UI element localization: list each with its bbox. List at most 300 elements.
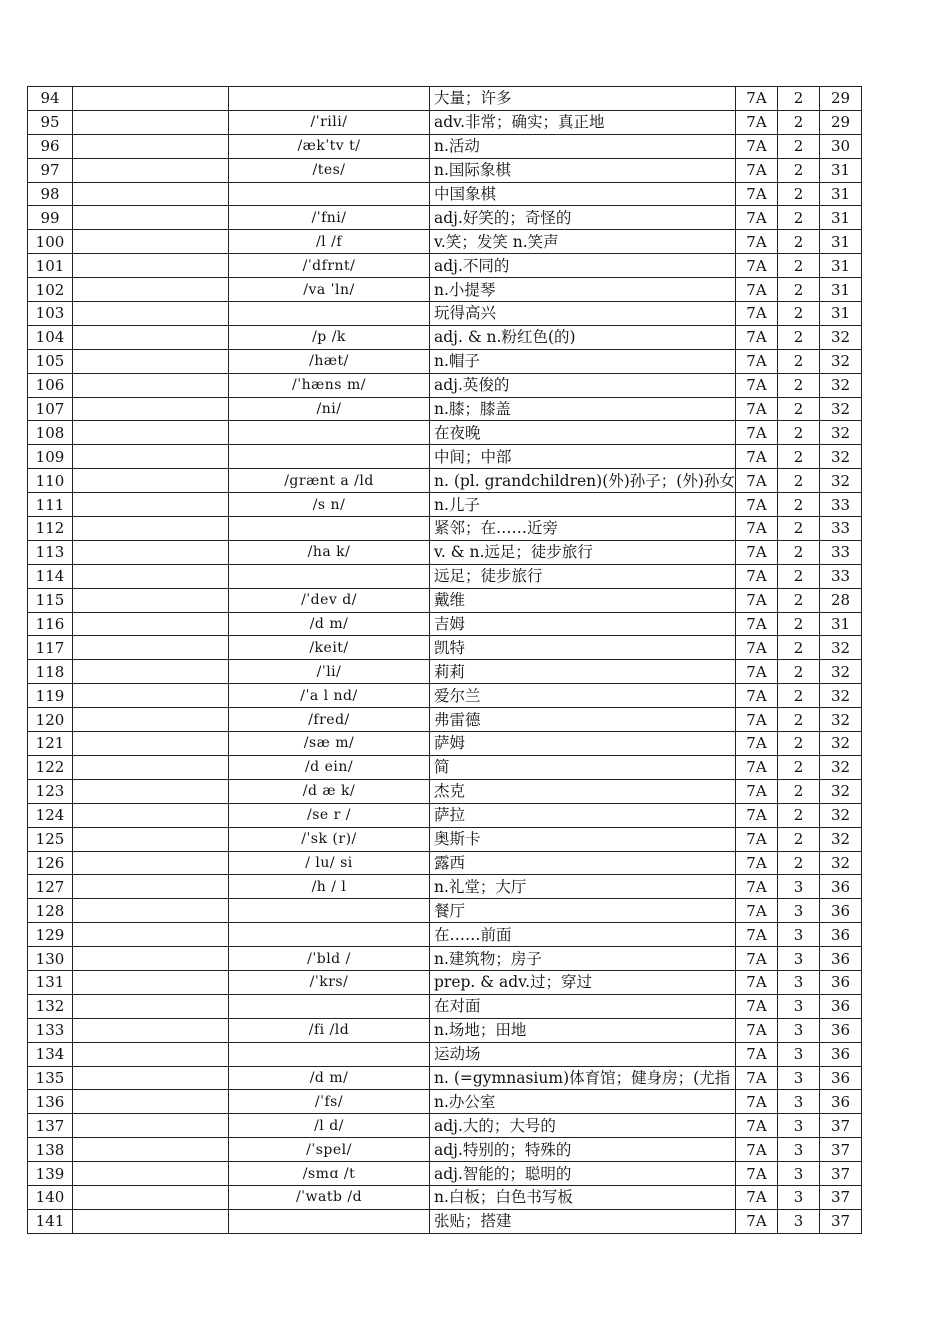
page-cell: 32	[820, 708, 862, 732]
meaning-cell: 张贴；搭建	[430, 1209, 736, 1233]
phonetic-cell: /tes/	[229, 158, 430, 182]
row-number: 121	[28, 732, 73, 756]
page-cell: 36	[820, 1042, 862, 1066]
meaning-cell: n.礼堂；大厅	[430, 875, 736, 899]
book-cell: 7A	[736, 1162, 778, 1186]
row-number: 104	[28, 325, 73, 349]
row-number: 100	[28, 230, 73, 254]
unit-cell: 2	[778, 230, 820, 254]
word-cell	[73, 325, 229, 349]
phonetic-cell: /d æ k/	[229, 779, 430, 803]
table-row	[28, 970, 862, 994]
row-number: 132	[28, 994, 73, 1018]
phonetic-cell	[229, 182, 430, 206]
word-cell	[73, 517, 229, 541]
meaning-cell: n. (=gymnasium)体育馆；健身房；(尤指	[430, 1066, 736, 1090]
phonetic-cell: /keit/	[229, 636, 430, 660]
page-cell: 33	[820, 493, 862, 517]
row-number: 118	[28, 660, 73, 684]
book-cell: 7A	[736, 851, 778, 875]
word-cell	[73, 158, 229, 182]
table-row	[28, 349, 862, 373]
phonetic-cell	[229, 1209, 430, 1233]
book-cell: 7A	[736, 1066, 778, 1090]
table-row	[28, 540, 862, 564]
page-cell: 31	[820, 182, 862, 206]
meaning-cell: n. (pl. grandchildren)(外)孙子；(外)孙女	[430, 469, 736, 493]
row-number: 117	[28, 636, 73, 660]
word-cell	[73, 373, 229, 397]
table-row	[28, 827, 862, 851]
meaning-cell: 露西	[430, 851, 736, 875]
table-row	[28, 684, 862, 708]
unit-cell: 2	[778, 803, 820, 827]
book-cell: 7A	[736, 230, 778, 254]
unit-cell: 2	[778, 87, 820, 111]
table-row	[28, 636, 862, 660]
unit-cell: 2	[778, 254, 820, 278]
word-cell	[73, 875, 229, 899]
meaning-cell: 凯特	[430, 636, 736, 660]
page-cell: 36	[820, 875, 862, 899]
unit-cell: 2	[778, 445, 820, 469]
phonetic-cell: /ˈhæns m/	[229, 373, 430, 397]
page-cell: 36	[820, 947, 862, 971]
phonetic-cell: /ˈa l nd/	[229, 684, 430, 708]
meaning-cell: n.建筑物；房子	[430, 947, 736, 971]
unit-cell: 2	[778, 660, 820, 684]
word-cell	[73, 254, 229, 278]
unit-cell: 2	[778, 302, 820, 326]
meaning-cell: 在对面	[430, 994, 736, 1018]
unit-cell: 2	[778, 134, 820, 158]
phonetic-cell: / lu/ si	[229, 851, 430, 875]
page-cell: 32	[820, 397, 862, 421]
phonetic-cell: /grænt a /ld	[229, 469, 430, 493]
page-cell: 36	[820, 899, 862, 923]
table-row	[28, 230, 862, 254]
phonetic-cell	[229, 517, 430, 541]
phonetic-cell: /ækˈtv t/	[229, 134, 430, 158]
book-cell: 7A	[736, 708, 778, 732]
page-cell: 31	[820, 254, 862, 278]
word-cell	[73, 1114, 229, 1138]
table-row	[28, 779, 862, 803]
phonetic-cell: /ˈfni/	[229, 206, 430, 230]
row-number: 94	[28, 87, 73, 111]
book-cell: 7A	[736, 588, 778, 612]
phonetic-cell: /h / l	[229, 875, 430, 899]
phonetic-cell: /ha k/	[229, 540, 430, 564]
book-cell: 7A	[736, 947, 778, 971]
meaning-cell: n.帽子	[430, 349, 736, 373]
phonetic-cell	[229, 899, 430, 923]
word-cell	[73, 1185, 229, 1209]
phonetic-cell: /ˈspel/	[229, 1138, 430, 1162]
meaning-cell: adj.特别的；特殊的	[430, 1138, 736, 1162]
meaning-cell: adj. & n.粉红色(的)	[430, 325, 736, 349]
page-cell: 36	[820, 970, 862, 994]
book-cell: 7A	[736, 923, 778, 947]
unit-cell: 3	[778, 1042, 820, 1066]
unit-cell: 2	[778, 517, 820, 541]
unit-cell: 3	[778, 1209, 820, 1233]
unit-cell: 3	[778, 1185, 820, 1209]
book-cell: 7A	[736, 779, 778, 803]
book-cell: 7A	[736, 517, 778, 541]
book-cell: 7A	[736, 87, 778, 111]
book-cell: 7A	[736, 493, 778, 517]
row-number: 112	[28, 517, 73, 541]
word-cell	[73, 1090, 229, 1114]
meaning-cell: n.办公室	[430, 1090, 736, 1114]
word-cell	[73, 278, 229, 302]
book-cell: 7A	[736, 302, 778, 326]
word-cell	[73, 684, 229, 708]
page-cell: 32	[820, 636, 862, 660]
phonetic-cell	[229, 445, 430, 469]
phonetic-cell: /sæ m/	[229, 732, 430, 756]
word-cell	[73, 947, 229, 971]
row-number: 130	[28, 947, 73, 971]
page-cell: 29	[820, 110, 862, 134]
meaning-cell: 玩得高兴	[430, 302, 736, 326]
row-number: 101	[28, 254, 73, 278]
page-cell: 32	[820, 421, 862, 445]
page-cell: 36	[820, 994, 862, 1018]
unit-cell: 2	[778, 325, 820, 349]
table-row	[28, 182, 862, 206]
word-cell	[73, 1066, 229, 1090]
word-cell	[73, 660, 229, 684]
row-number: 116	[28, 612, 73, 636]
word-cell	[73, 134, 229, 158]
unit-cell: 2	[778, 469, 820, 493]
page-cell: 29	[820, 87, 862, 111]
unit-cell: 3	[778, 875, 820, 899]
book-cell: 7A	[736, 206, 778, 230]
phonetic-cell: /d ein/	[229, 755, 430, 779]
page-cell: 32	[820, 851, 862, 875]
unit-cell: 3	[778, 947, 820, 971]
table-row	[28, 588, 862, 612]
book-cell: 7A	[736, 660, 778, 684]
word-cell	[73, 636, 229, 660]
meaning-cell: n.场地；田地	[430, 1018, 736, 1042]
page-cell: 37	[820, 1209, 862, 1233]
unit-cell: 2	[778, 421, 820, 445]
word-cell	[73, 493, 229, 517]
word-cell	[73, 827, 229, 851]
page-cell: 31	[820, 230, 862, 254]
table-row	[28, 325, 862, 349]
table-row	[28, 994, 862, 1018]
book-cell: 7A	[736, 110, 778, 134]
unit-cell: 2	[778, 493, 820, 517]
book-cell: 7A	[736, 994, 778, 1018]
table-row	[28, 612, 862, 636]
page-cell: 31	[820, 302, 862, 326]
row-number: 107	[28, 397, 73, 421]
book-cell: 7A	[736, 612, 778, 636]
meaning-cell: 紧邻；在……近旁	[430, 517, 736, 541]
row-number: 103	[28, 302, 73, 326]
book-cell: 7A	[736, 970, 778, 994]
unit-cell: 2	[778, 397, 820, 421]
row-number: 127	[28, 875, 73, 899]
page-cell: 32	[820, 445, 862, 469]
row-number: 114	[28, 564, 73, 588]
unit-cell: 3	[778, 970, 820, 994]
phonetic-cell	[229, 994, 430, 1018]
table-row	[28, 875, 862, 899]
row-number: 137	[28, 1114, 73, 1138]
word-cell	[73, 349, 229, 373]
meaning-cell: 萨姆	[430, 732, 736, 756]
row-number: 113	[28, 540, 73, 564]
row-number: 135	[28, 1066, 73, 1090]
page-cell: 36	[820, 1066, 862, 1090]
word-cell	[73, 445, 229, 469]
table-row	[28, 110, 862, 134]
unit-cell: 2	[778, 612, 820, 636]
unit-cell: 2	[778, 636, 820, 660]
page-cell: 37	[820, 1114, 862, 1138]
phonetic-cell: /ˈdev d/	[229, 588, 430, 612]
page-cell: 32	[820, 684, 862, 708]
meaning-cell: 奥斯卡	[430, 827, 736, 851]
book-cell: 7A	[736, 1209, 778, 1233]
meaning-cell: 大量；许多	[430, 87, 736, 111]
book-cell: 7A	[736, 755, 778, 779]
row-number: 120	[28, 708, 73, 732]
unit-cell: 3	[778, 994, 820, 1018]
book-cell: 7A	[736, 134, 778, 158]
page-cell: 37	[820, 1138, 862, 1162]
page-cell: 31	[820, 206, 862, 230]
vocabulary-sheet	[27, 86, 862, 1234]
book-cell: 7A	[736, 540, 778, 564]
row-number: 108	[28, 421, 73, 445]
table-row	[28, 1090, 862, 1114]
book-cell: 7A	[736, 421, 778, 445]
unit-cell: 2	[778, 110, 820, 134]
table-row	[28, 421, 862, 445]
page-cell: 32	[820, 325, 862, 349]
word-cell	[73, 206, 229, 230]
phonetic-cell: /ˈkrs/	[229, 970, 430, 994]
unit-cell: 2	[778, 278, 820, 302]
book-cell: 7A	[736, 325, 778, 349]
book-cell: 7A	[736, 254, 778, 278]
phonetic-cell	[229, 421, 430, 445]
unit-cell: 2	[778, 540, 820, 564]
word-cell	[73, 708, 229, 732]
row-number: 95	[28, 110, 73, 134]
row-number: 129	[28, 923, 73, 947]
phonetic-cell: /va ˈln/	[229, 278, 430, 302]
meaning-cell: 中间；中部	[430, 445, 736, 469]
page-cell: 31	[820, 612, 862, 636]
word-cell	[73, 612, 229, 636]
unit-cell: 2	[778, 206, 820, 230]
book-cell: 7A	[736, 1090, 778, 1114]
unit-cell: 2	[778, 827, 820, 851]
book-cell: 7A	[736, 373, 778, 397]
unit-cell: 2	[778, 588, 820, 612]
book-cell: 7A	[736, 158, 778, 182]
word-cell	[73, 779, 229, 803]
table-row	[28, 302, 862, 326]
table-row	[28, 851, 862, 875]
page-cell: 32	[820, 803, 862, 827]
row-number: 141	[28, 1209, 73, 1233]
table-row	[28, 397, 862, 421]
book-cell: 7A	[736, 397, 778, 421]
book-cell: 7A	[736, 1042, 778, 1066]
word-cell	[73, 110, 229, 134]
phonetic-cell: /d m/	[229, 612, 430, 636]
row-number: 110	[28, 469, 73, 493]
book-cell: 7A	[736, 349, 778, 373]
vocabulary-rows	[28, 87, 862, 1234]
table-row	[28, 134, 862, 158]
unit-cell: 3	[778, 1090, 820, 1114]
book-cell: 7A	[736, 469, 778, 493]
unit-cell: 3	[778, 899, 820, 923]
table-row	[28, 517, 862, 541]
book-cell: 7A	[736, 899, 778, 923]
table-row	[28, 1114, 862, 1138]
table-row	[28, 947, 862, 971]
meaning-cell: 在夜晚	[430, 421, 736, 445]
phonetic-cell: /d m/	[229, 1066, 430, 1090]
meaning-cell: n.膝；膝盖	[430, 397, 736, 421]
row-number: 96	[28, 134, 73, 158]
meaning-cell: 萨拉	[430, 803, 736, 827]
page-cell: 37	[820, 1162, 862, 1186]
table-row	[28, 469, 862, 493]
page-cell: 32	[820, 660, 862, 684]
page-cell: 36	[820, 923, 862, 947]
book-cell: 7A	[736, 875, 778, 899]
table-row	[28, 87, 862, 111]
phonetic-cell: /smɑ /t	[229, 1162, 430, 1186]
phonetic-cell: /l d/	[229, 1114, 430, 1138]
table-row	[28, 1162, 862, 1186]
phonetic-cell: /ˈsk (r)/	[229, 827, 430, 851]
row-number: 133	[28, 1018, 73, 1042]
table-row	[28, 254, 862, 278]
unit-cell: 2	[778, 708, 820, 732]
phonetic-cell: /ni/	[229, 397, 430, 421]
book-cell: 7A	[736, 1185, 778, 1209]
word-cell	[73, 994, 229, 1018]
row-number: 97	[28, 158, 73, 182]
unit-cell: 3	[778, 1018, 820, 1042]
page-cell: 28	[820, 588, 862, 612]
phonetic-cell	[229, 923, 430, 947]
unit-cell: 2	[778, 755, 820, 779]
table-row	[28, 732, 862, 756]
meaning-cell: 爱尔兰	[430, 684, 736, 708]
meaning-cell: 餐厅	[430, 899, 736, 923]
word-cell	[73, 970, 229, 994]
unit-cell: 2	[778, 349, 820, 373]
phonetic-cell: /l /f	[229, 230, 430, 254]
word-cell	[73, 1162, 229, 1186]
phonetic-cell: /fred/	[229, 708, 430, 732]
page-cell: 32	[820, 469, 862, 493]
table-row	[28, 1185, 862, 1209]
row-number: 140	[28, 1185, 73, 1209]
phonetic-cell	[229, 564, 430, 588]
meaning-cell: 运动场	[430, 1042, 736, 1066]
row-number: 105	[28, 349, 73, 373]
unit-cell: 3	[778, 1114, 820, 1138]
meaning-cell: adv.非常；确实；真正地	[430, 110, 736, 134]
book-cell: 7A	[736, 636, 778, 660]
word-cell	[73, 302, 229, 326]
page-cell: 32	[820, 755, 862, 779]
meaning-cell: adj.好笑的；奇怪的	[430, 206, 736, 230]
row-number: 125	[28, 827, 73, 851]
unit-cell: 2	[778, 182, 820, 206]
table-row	[28, 373, 862, 397]
table-row	[28, 564, 862, 588]
row-number: 119	[28, 684, 73, 708]
table-row	[28, 1066, 862, 1090]
word-cell	[73, 923, 229, 947]
unit-cell: 3	[778, 923, 820, 947]
phonetic-cell: /p /k	[229, 325, 430, 349]
row-number: 111	[28, 493, 73, 517]
unit-cell: 2	[778, 373, 820, 397]
row-number: 138	[28, 1138, 73, 1162]
word-cell	[73, 1042, 229, 1066]
meaning-cell: n.小提琴	[430, 278, 736, 302]
word-cell	[73, 755, 229, 779]
table-row	[28, 445, 862, 469]
table-row	[28, 1042, 862, 1066]
row-number: 134	[28, 1042, 73, 1066]
row-number: 115	[28, 588, 73, 612]
meaning-cell: v.笑；发笑 n.笑声	[430, 230, 736, 254]
book-cell: 7A	[736, 445, 778, 469]
meaning-cell: n.儿子	[430, 493, 736, 517]
table-row	[28, 803, 862, 827]
word-cell	[73, 182, 229, 206]
page-cell: 32	[820, 779, 862, 803]
page-cell: 31	[820, 278, 862, 302]
word-cell	[73, 397, 229, 421]
table-row	[28, 158, 862, 182]
page-cell: 36	[820, 1090, 862, 1114]
phonetic-cell: /ˈwatb /d	[229, 1185, 430, 1209]
meaning-cell: adj.大的；大号的	[430, 1114, 736, 1138]
word-cell	[73, 851, 229, 875]
row-number: 126	[28, 851, 73, 875]
meaning-cell: v. & n.远足；徒步旅行	[430, 540, 736, 564]
book-cell: 7A	[736, 182, 778, 206]
word-cell	[73, 1138, 229, 1162]
row-number: 131	[28, 970, 73, 994]
phonetic-cell	[229, 1042, 430, 1066]
meaning-cell: 吉姆	[430, 612, 736, 636]
row-number: 128	[28, 899, 73, 923]
phonetic-cell: /ˈrili/	[229, 110, 430, 134]
row-number: 98	[28, 182, 73, 206]
